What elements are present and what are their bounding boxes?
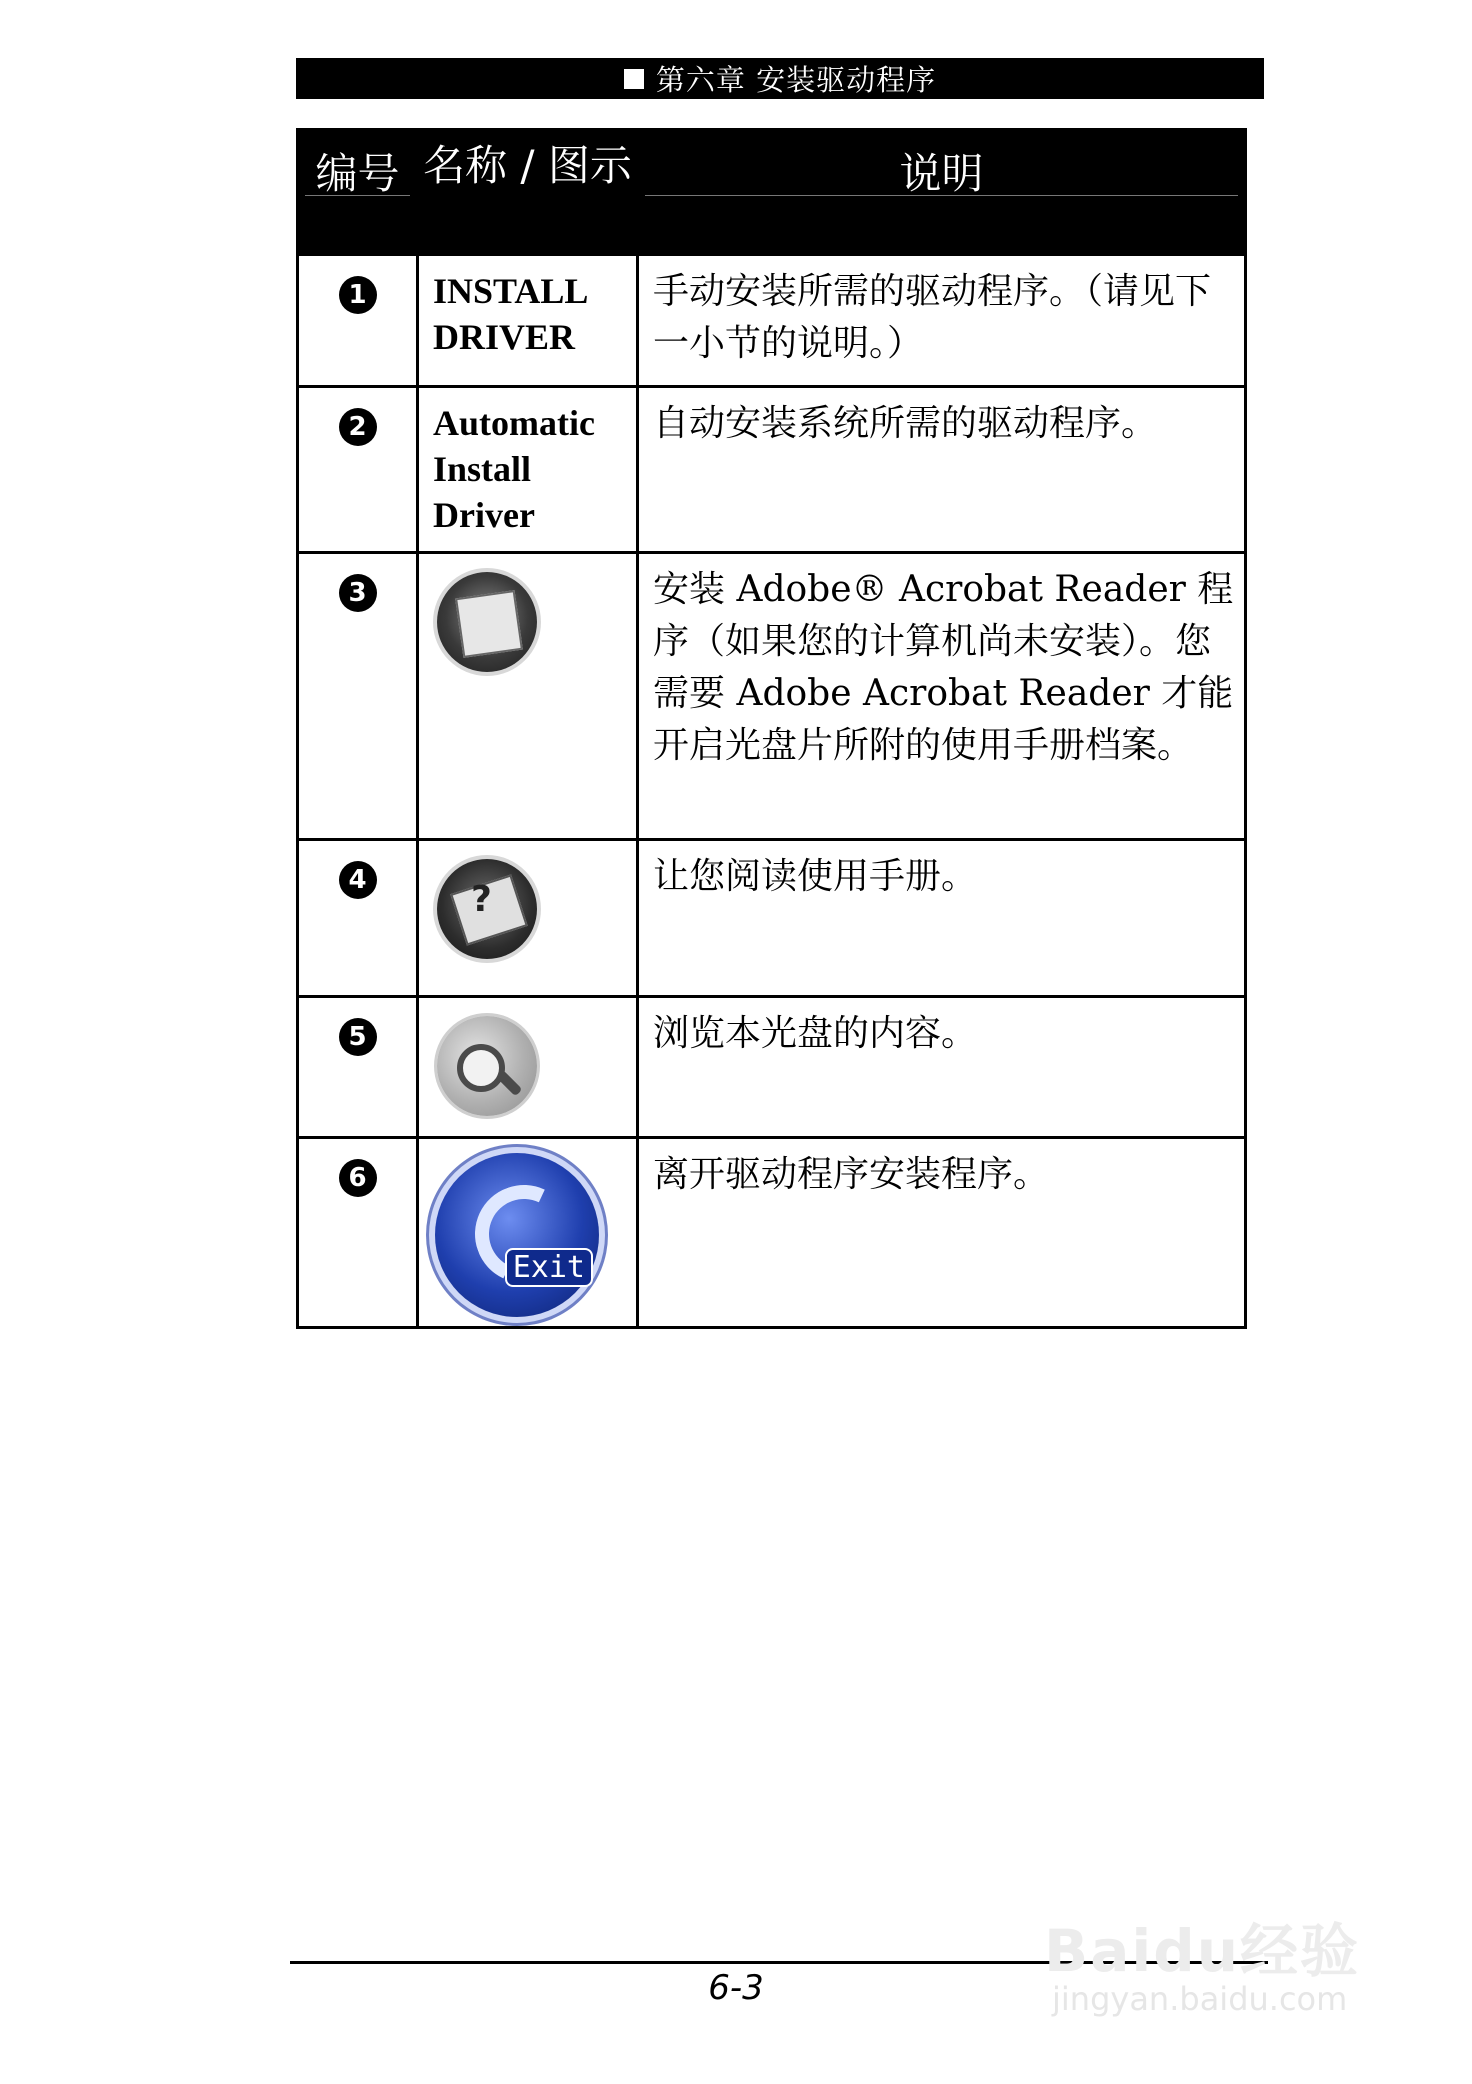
row-number-marker: 1 <box>339 276 377 314</box>
row-description: 让您阅读使用手册。 <box>653 856 978 897</box>
install-driver-label[interactable]: INSTALL DRIVER <box>433 271 587 357</box>
row-number-marker: 5 <box>339 1018 377 1056</box>
page-number: 6-3 <box>708 1968 764 2008</box>
square-bullet-icon <box>624 69 644 89</box>
row-number-marker: 2 <box>339 408 377 446</box>
automatic-install-driver-label[interactable]: Automatic Install Driver <box>433 403 595 535</box>
column-header-name-icon: 名称 / 图示 <box>418 130 638 255</box>
column-header-description: 说明 <box>638 130 1246 255</box>
browse-cd-icon[interactable] <box>437 1016 537 1116</box>
table-row <box>298 1138 1246 1328</box>
table-header-row <box>298 130 1246 255</box>
exit-icon-label: Exit <box>505 1248 593 1287</box>
table-row <box>298 840 1246 997</box>
row-description: 离开驱动程序安装程序。 <box>653 1154 1050 1195</box>
row-description: 浏览本光盘的内容。 <box>653 1013 978 1054</box>
acrobat-reader-icon[interactable] <box>437 572 537 672</box>
exit-icon[interactable] <box>435 1153 599 1317</box>
column-header-number: 编号 <box>298 130 418 255</box>
driver-options-table <box>296 128 1247 1329</box>
user-manual-icon[interactable]: ? <box>437 859 537 959</box>
watermark-url: jingyan.baidu.com <box>1052 1980 1348 2018</box>
watermark-brand: Baidu经验 <box>1044 1917 1361 1985</box>
chapter-title: 第六章 安装驱动程序 <box>655 63 937 97</box>
row-description: 安装 Adobe® Acrobat Reader 程序（如果您的计算机尚未安装）。您需要 Adobe Acrobat Reader 才能开启光盘片所附的使用手册档案。 <box>653 569 1234 766</box>
row-number-marker: 4 <box>339 861 377 899</box>
table-row <box>298 997 1246 1138</box>
row-description: 手动安装所需的驱动程序。（请见下一小节的说明。） <box>653 271 1212 364</box>
chapter-header-bar <box>296 58 1264 99</box>
table-row <box>298 255 1246 387</box>
table-row <box>298 553 1246 840</box>
row-number-marker: 3 <box>339 574 377 612</box>
table-row <box>298 387 1246 553</box>
row-number-marker: 6 <box>339 1159 377 1197</box>
row-description: 自动安装系统所需的驱动程序。 <box>653 403 1158 444</box>
baidu-watermark <box>1044 1894 1414 2034</box>
